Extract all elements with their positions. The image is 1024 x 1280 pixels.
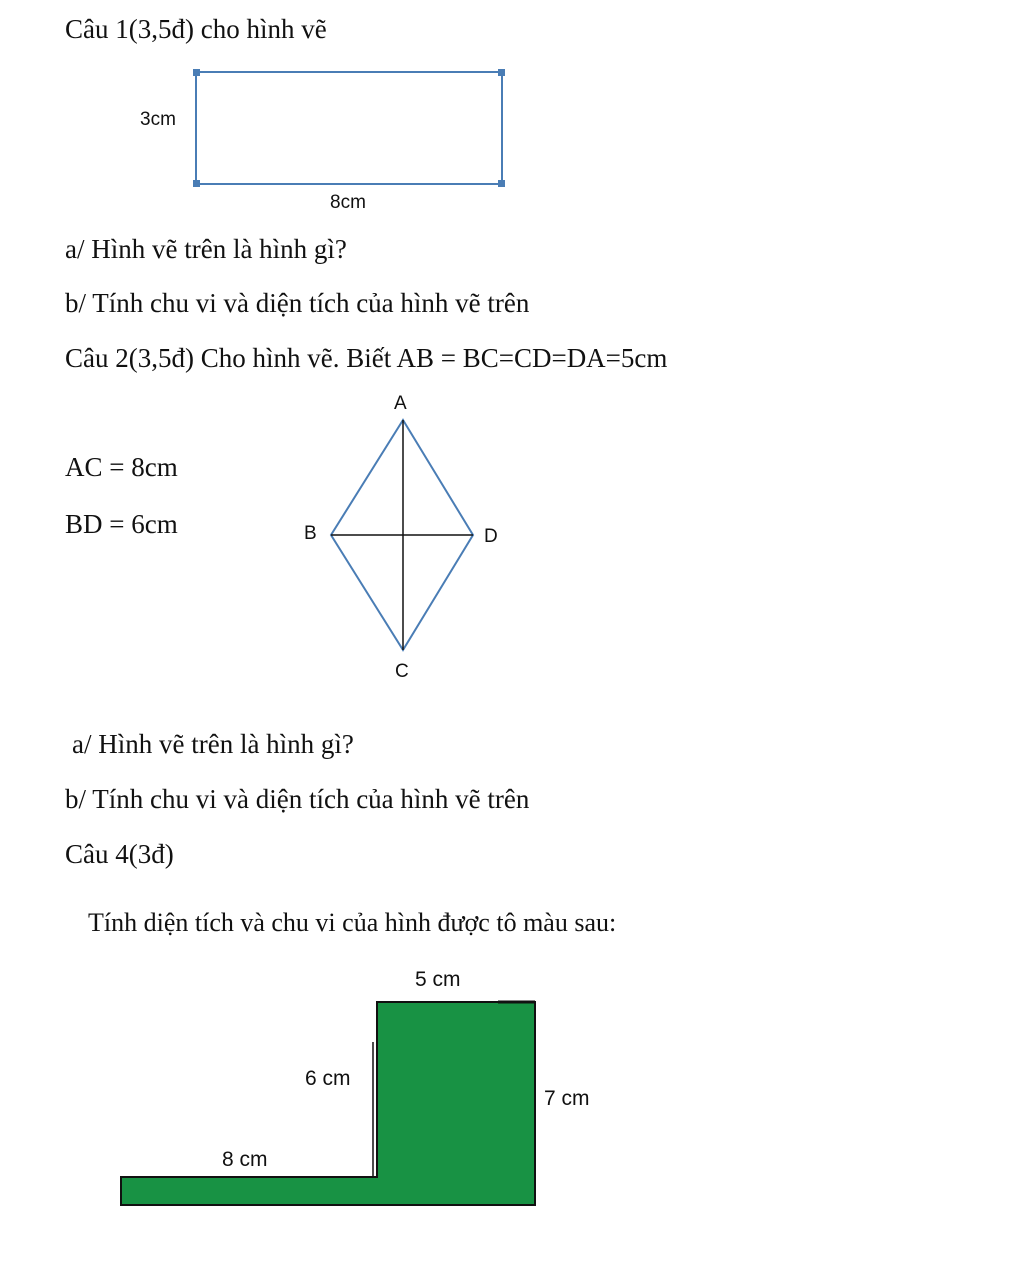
q2-given-ac: AC = 8cm (65, 452, 178, 482)
rect-height-label: 3cm (140, 109, 176, 130)
q1-title: Câu 1(3,5đ) cho hình vẽ (65, 14, 327, 44)
q2-title: Câu 2(3,5đ) Cho hình vẽ. Biết AB = BC=CD=DA=5cm (65, 343, 668, 373)
vertex-a-label: A (394, 393, 407, 414)
q1-part-a: a/ Hình vẽ trên là hình gì? (65, 234, 347, 264)
vertex-b-label: B (304, 523, 317, 544)
vertex-c-label: C (395, 661, 409, 682)
q2-part-a: a/ Hình vẽ trên là hình gì? (72, 729, 354, 759)
q1-part-b: b/ Tính chu vi và diện tích của hình vẽ trên (65, 288, 530, 318)
q2-part-b: b/ Tính chu vi và diện tích của hình vẽ trên (65, 784, 530, 814)
shape-right-label: 7 cm (544, 1087, 590, 1110)
shape-bottom-left-label: 8 cm (222, 1148, 268, 1171)
shape-inner-height-label: 6 cm (305, 1067, 351, 1090)
q4-title: Câu 4(3đ) (65, 839, 174, 869)
shape-top-label: 5 cm (415, 968, 461, 991)
rect-width-label: 8cm (330, 192, 366, 213)
vertex-d-label: D (484, 526, 498, 547)
q2-given-bd: BD = 6cm (65, 509, 178, 539)
q4-prompt: Tính diện tích và chu vi của hình được tô màu sau: (88, 908, 617, 937)
